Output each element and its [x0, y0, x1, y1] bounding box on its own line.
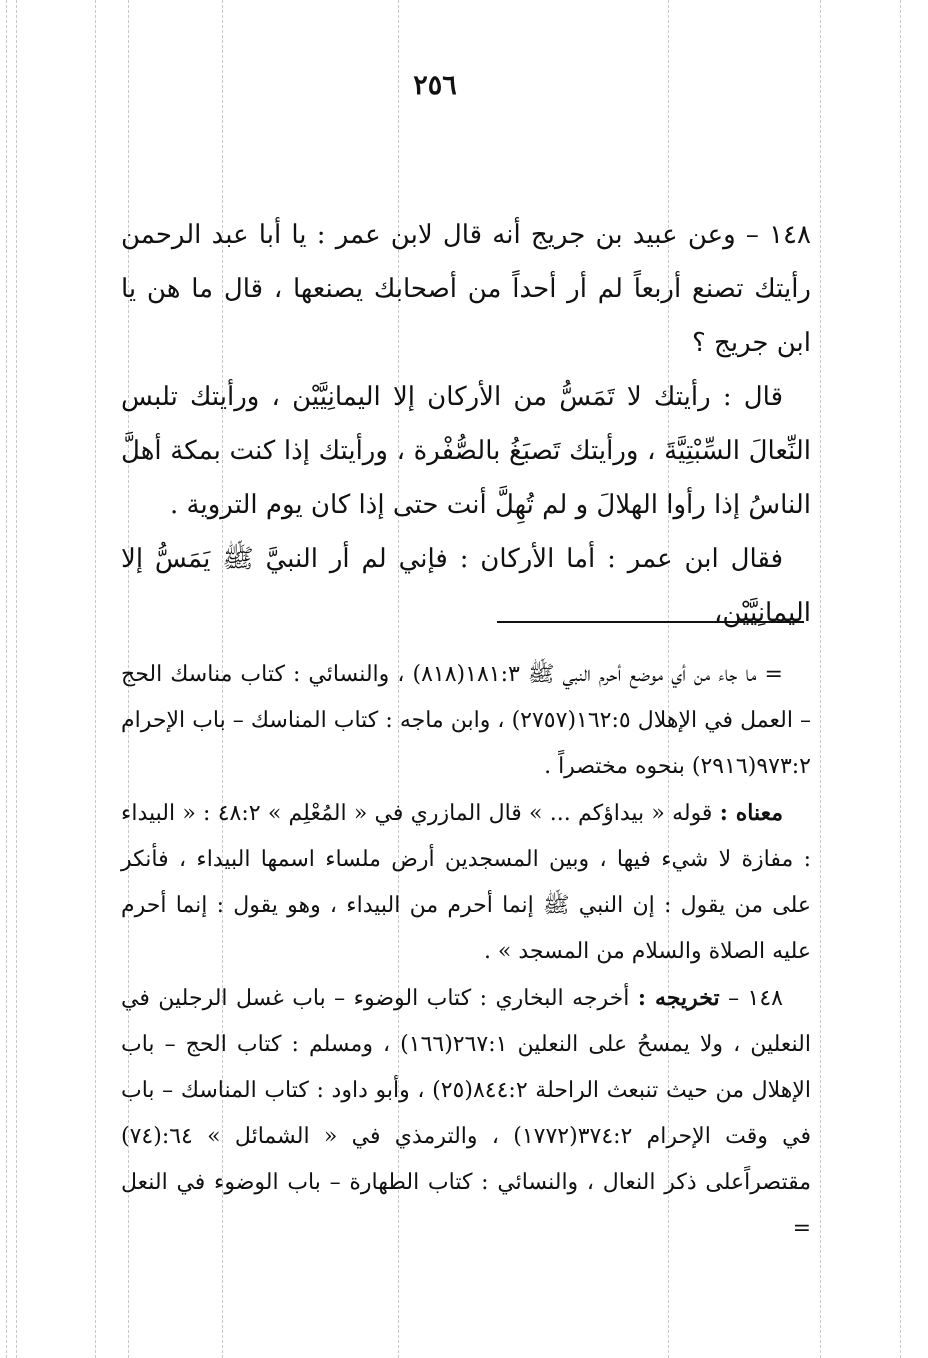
scan-guide-line — [95, 0, 96, 1358]
footnote-meaning — [121, 790, 811, 975]
page-number: ٢٥٦ — [413, 70, 457, 101]
scan-guide-line — [900, 0, 901, 1358]
scan-guide-line — [16, 0, 17, 1358]
takhrij-label: تخريجه : — [637, 985, 720, 1011]
footnote-continuation: = ما جاء من أي موضع أحرم النبي ﷺ ١٨١:٣(٨١٨) ، والنسائي : كتاب مناسك الحج – العمل في الإهلال ١٦٢:٥(٢٧٥٧) ، وابن ماجه : كتاب المناسك – باب الإحرام ٩٧٣:٢(٢٩١٦) بنحوه مختصراً . — [121, 662, 811, 779]
hadith-paragraph-148: ١٤٨ – وعن عبيد بن جريج أنه قال لابن عمر : يا أبا عبد الرحمن رأيتك تصنع أربعاً لم أر أحداً من أصحابك يصنعها ، قال ما هن يا ابن جريج ؟ — [121, 220, 811, 358]
hadith-paragraph-question: قال : رأيتك لا تَمَسُّ من الأركان إلا اليمانِيَّيْن ، ورأيتك تلبس النِّعالَ السِّبْتِيَّةَ ، ورأيتك تَصبَغُ بالصُّفْرة ، ورأيتك إذا كنت بمكة أهلَّ الناسُ إذا رأوا الهلالَ و لم تُهِلَّ أنت حتى إذا كان يوم التروية . — [121, 382, 811, 520]
takhrij-text: أخرجه البخاري : كتاب الوضوء – باب غسل الرجلين في النعلين ، ولا يمسحُ على النعلين ٢٦٧:١(١٦٦) ، ومسلم : كتاب الحج – باب الإهلال من حيث تنبعث الراحلة ٨٤٤:٢(٢٥) ، وأبو داود : كتاب المناسك – باب في وقت الإحرام ٣٧٤:٢(١٧٧٢) ، والترمذي في « الشمائل » ٦٤:(٧٤) مقتصراًعلى ذكر النعال ، والنسائي : كتاب الطهارة – باب الوضوء في النعل = — [121, 986, 811, 1241]
meaning-label: معناه : — [719, 800, 783, 826]
main-text — [121, 208, 811, 640]
footnote-takhrij — [121, 975, 811, 1252]
meaning-text: قوله « بيداؤكم ... » قال المازري في « المُعْلِم » ٤٨:٢ : « البيداء : مفازة لا شيء فيها ، وبين المسجدين أرض ملساء اسمها البيداء ، فأنكر على من يقول : إن النبي ﷺ إنما أحرم من البيداء ، وهو يقول : إنما أحرم عليه الصلاة والسلام من المسجد » . — [121, 801, 811, 964]
footnotes — [121, 652, 811, 1252]
scan-guide-line — [820, 0, 821, 1358]
scan-guide-line — [6, 0, 7, 1358]
takhrij-number: ١٤٨ – — [728, 986, 783, 1011]
hadith-paragraph-answer: فقال ابن عمر : أما الأركان : فإني لم أر النبيَّ ﷺ يَمَسُّ إلا اليمانِيَّيْن، — [121, 544, 811, 628]
footnote-divider — [497, 621, 804, 623]
